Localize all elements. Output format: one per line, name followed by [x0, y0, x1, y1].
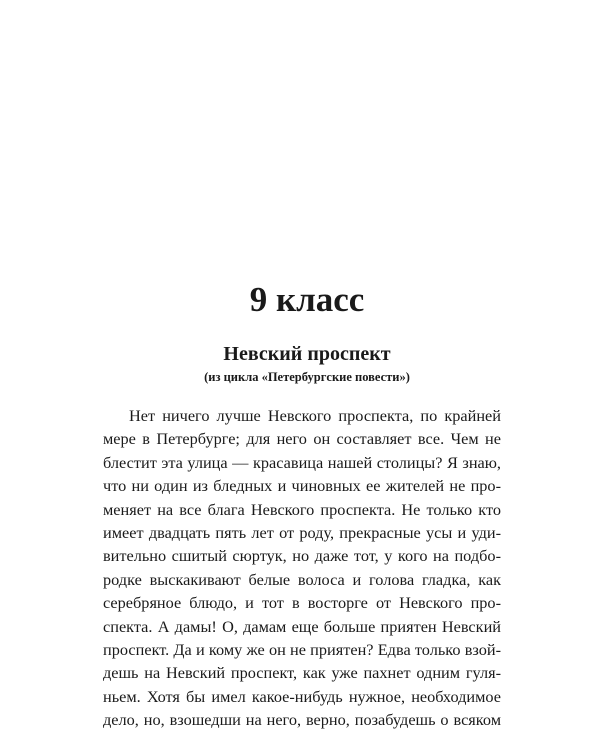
chapter-title: 9 класс: [249, 280, 365, 319]
work-title: Невский проспект: [223, 343, 391, 365]
body-text: [103, 404, 501, 731]
text-line: имеет двадцать пять лет от роду, прекрасные усы и уди-: [103, 522, 501, 542]
text-line: родке выскакивают белые волоса и голова гладка, как: [103, 569, 501, 589]
text-line: меняет на все блага Невского проспекта. Не только кто: [103, 499, 501, 519]
text-line: дело, но, взошедши на него, верно, позабудешь о всяком: [103, 710, 501, 730]
text-line: ньем. Хотя бы имел какое-нибудь нужное, необходимое: [103, 686, 501, 706]
text-line: что ни один из бледных и чиновных ее жителей не про-: [103, 476, 501, 496]
text-line: мере в Петербурге; для него он составляет все. Чем не: [103, 429, 501, 449]
text-line: блестит эта улица — красавица нашей столицы? Я знаю,: [103, 452, 501, 472]
work-subtitle: (из цикла «Петербургские повести»): [204, 370, 410, 384]
text-line: проспект. Да и кому же он не приятен? Едва только взой-: [103, 639, 501, 659]
text-line: вительно сшитый сюртук, но даже тот, у кого на подбо-: [103, 546, 501, 566]
text-line: спекта. А дамы! О, дамам еще больше приятен Невский: [103, 616, 501, 636]
text-line: серебряное блюдо, и тот в восторге от Невского про-: [103, 593, 501, 613]
text-line: Нет ничего лучше Невского проспекта, по крайней: [129, 406, 501, 425]
text-line: дешь на Невский проспект, как уже пахнет одним гуля-: [103, 663, 501, 683]
